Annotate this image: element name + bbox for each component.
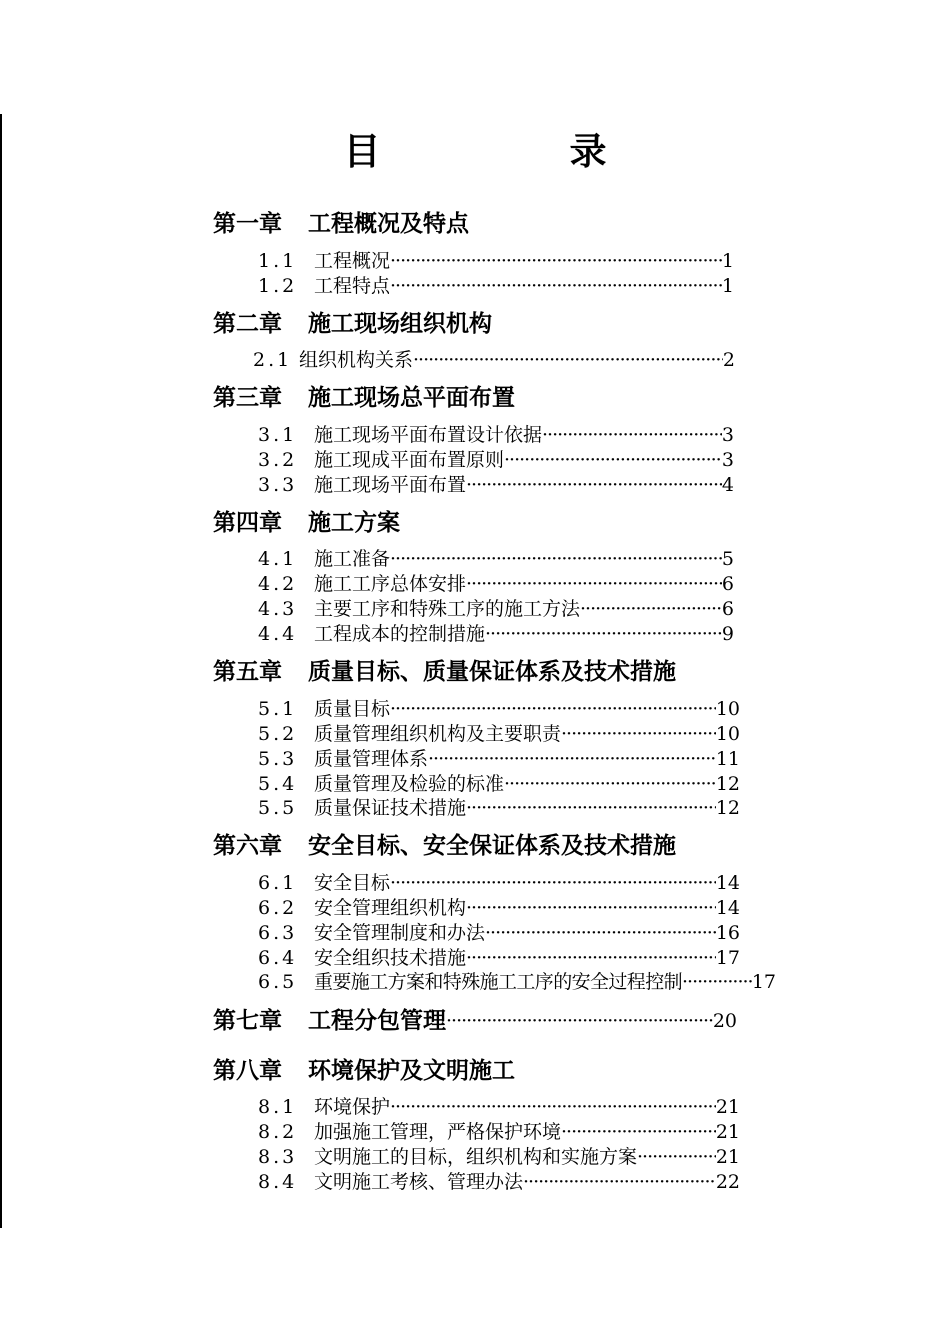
entry-number: 6.3: [258, 922, 298, 944]
entry-text: 安全管理组织机构: [314, 897, 467, 919]
toc-entry[interactable]: [258, 747, 740, 772]
chapter-name: 施工方案: [308, 510, 400, 536]
toc-entry[interactable]: [258, 622, 734, 647]
dot-leader: [390, 1095, 716, 1120]
entry-page: 6: [721, 598, 734, 620]
entry-number: 8.1: [258, 1096, 298, 1118]
entry-page: 16: [715, 922, 740, 944]
toc-entry[interactable]: [258, 1095, 740, 1120]
toc-entry[interactable]: [258, 1145, 740, 1170]
entry-page: 21: [715, 1146, 740, 1168]
entry-number: 8.4: [258, 1171, 298, 1193]
toc-entry[interactable]: [258, 970, 776, 995]
entry-text: 安全目标: [314, 872, 391, 894]
entry-text: 质量目标: [314, 698, 391, 720]
entry-page: 12: [715, 773, 740, 795]
dot-leader: [561, 722, 716, 747]
entry-text: 施工准备: [314, 548, 391, 570]
entry-number: 6.2: [258, 897, 298, 919]
chapter-label: 第五章: [213, 659, 282, 685]
toc-entry[interactable]: [258, 697, 740, 722]
entry-number: 5.3: [258, 748, 298, 770]
dot-leader: [390, 547, 722, 572]
entry-page: 6: [721, 573, 734, 595]
entry-text: 施工现场平面布置设计依据: [314, 424, 543, 446]
entry-number: 8.2: [258, 1121, 298, 1143]
dot-leader: [466, 946, 716, 971]
toc-entry[interactable]: [258, 473, 734, 498]
entry-page: 10: [715, 723, 740, 745]
chapter-label: 第一章: [213, 211, 282, 237]
chapter-name: 施工现场组织机构: [308, 311, 492, 337]
dot-leader: [542, 423, 722, 448]
dot-leader: [390, 871, 716, 896]
entry-page: 5: [721, 548, 734, 570]
entry-text: 加强施工管理，严格保护环境: [314, 1121, 562, 1143]
dot-leader: [466, 473, 722, 498]
dot-leader: [466, 572, 722, 597]
toc-entry[interactable]: [258, 274, 734, 299]
toc-chapter[interactable]: [213, 307, 492, 341]
entry-text: 主要工序和特殊工序的施工方法: [314, 598, 581, 620]
dot-leader: [504, 772, 716, 797]
entry-text: 环境保护: [314, 1096, 391, 1118]
entry-number: 5.1: [258, 698, 298, 720]
entry-number: 5.2: [258, 723, 298, 745]
entry-number: 4.1: [258, 548, 298, 570]
toc-chapter[interactable]: [213, 1054, 515, 1088]
toc-entry[interactable]: [258, 423, 734, 448]
toc-entry[interactable]: [258, 796, 740, 821]
dot-leader: [390, 249, 722, 274]
entry-number: 1.1: [258, 250, 298, 272]
toc-chapter[interactable]: [213, 381, 515, 415]
entry-text: 施工工序总体安排: [314, 573, 467, 595]
entry-page: 21: [715, 1096, 740, 1118]
dot-leader: [485, 921, 716, 946]
dot-leader: [428, 747, 716, 772]
entry-text: 安全管理制度和办法: [314, 922, 486, 944]
entry-page: 3: [721, 424, 734, 446]
dot-leader: [682, 970, 752, 995]
chapter-name: 安全目标、安全保证体系及技术措施: [308, 833, 676, 859]
entry-page: 14: [715, 897, 740, 919]
toc-entry[interactable]: [258, 547, 734, 572]
dot-leader: [446, 1004, 713, 1038]
entry-text: 工程成本的控制措施: [314, 623, 486, 645]
entry-text: 施工现场平面布置: [314, 474, 467, 496]
entry-number: 3.1: [258, 424, 298, 446]
toc-entry[interactable]: [253, 348, 735, 373]
chapter-label: 第七章: [213, 1008, 282, 1034]
entry-page: 12: [715, 797, 740, 819]
dot-leader: [561, 1120, 716, 1145]
chapter-name: 工程分包管理: [308, 1008, 446, 1034]
entry-page: 14: [715, 872, 740, 894]
toc-entry[interactable]: [258, 448, 734, 473]
toc-chapter[interactable]: [213, 207, 469, 241]
entry-number: 3.3: [258, 474, 298, 496]
entry-number: 8.3: [258, 1146, 298, 1168]
entry-page: 21: [715, 1121, 740, 1143]
toc-chapter[interactable]: [213, 829, 676, 863]
toc-entry[interactable]: [258, 1170, 740, 1195]
chapter-page: 20: [712, 1010, 737, 1032]
entry-page: 22: [715, 1171, 740, 1193]
toc-entry[interactable]: [258, 921, 740, 946]
entry-text: 重要施工方案和特殊施工工序的安全过程控制: [314, 971, 683, 993]
toc-entry[interactable]: [258, 946, 740, 971]
toc-entry[interactable]: [258, 722, 740, 747]
dot-leader: [485, 622, 722, 647]
chapter-name: 施工现场总平面布置: [308, 385, 515, 411]
entry-text: 工程特点: [314, 275, 391, 297]
chapter-name: 工程概况及特点: [308, 211, 469, 237]
entry-text: 质量保证技术措施: [314, 797, 467, 819]
entry-page: 11: [715, 748, 740, 770]
entry-page: 17: [715, 947, 740, 969]
entry-number: 4.4: [258, 623, 298, 645]
toc-entry[interactable]: [258, 871, 740, 896]
entry-page: 2: [722, 349, 735, 371]
toc-entry[interactable]: [258, 1120, 740, 1145]
entry-number: 4.3: [258, 598, 298, 620]
entry-text: 工程概况: [314, 250, 391, 272]
toc-entry[interactable]: [258, 597, 734, 622]
entry-text: 施工现成平面布置原则: [314, 449, 505, 471]
entry-text: 质量管理组织机构及主要职责: [314, 723, 562, 745]
chapter-name: 环境保护及文明施工: [308, 1058, 515, 1084]
entry-page: 4: [721, 474, 734, 496]
chapter-label: 第三章: [213, 385, 282, 411]
dot-leader: [413, 348, 723, 373]
chapter-label: 第二章: [213, 311, 282, 337]
toc-entry[interactable]: [258, 572, 734, 597]
dot-leader: [523, 1170, 716, 1195]
toc-entry[interactable]: [258, 249, 734, 274]
entry-page: 1: [721, 275, 734, 297]
dot-leader: [390, 274, 722, 299]
dot-leader: [390, 697, 716, 722]
entry-number: 2.1: [253, 349, 293, 371]
entry-number: 1.2: [258, 275, 298, 297]
chapter-label: 第八章: [213, 1058, 282, 1084]
toc-chapter[interactable]: [213, 1004, 737, 1038]
toc-entry[interactable]: [258, 772, 740, 797]
entry-page: 17: [751, 971, 776, 993]
toc-chapter[interactable]: [213, 655, 676, 689]
dot-leader: [637, 1145, 716, 1170]
entry-number: 3.2: [258, 449, 298, 471]
page-left-rule: [0, 114, 2, 1228]
chapter-name: 质量目标、质量保证体系及技术措施: [308, 659, 676, 685]
toc-chapter[interactable]: [213, 506, 400, 540]
entry-text: 文明施工的目标，组织机构和实施方案: [314, 1146, 638, 1168]
entry-number: 5.4: [258, 773, 298, 795]
entry-text: 质量管理体系: [314, 748, 429, 770]
dot-leader: [466, 796, 716, 821]
dot-leader: [466, 896, 716, 921]
entry-text: 安全组织技术措施: [314, 947, 467, 969]
entry-number: 5.5: [258, 797, 298, 819]
entry-number: 6.5: [258, 971, 298, 993]
entry-number: 6.4: [258, 947, 298, 969]
entry-text: 组织机构关系: [299, 349, 414, 371]
dot-leader: [580, 597, 722, 622]
entry-number: 4.2: [258, 573, 298, 595]
toc-title: 目 录: [343, 130, 683, 173]
entry-page: 10: [715, 698, 740, 720]
chapter-label: 第六章: [213, 833, 282, 859]
chapter-label: 第四章: [213, 510, 282, 536]
entry-number: 6.1: [258, 872, 298, 894]
entry-text: 文明施工考核、管理办法: [314, 1171, 524, 1193]
entry-text: 质量管理及检验的标准: [314, 773, 505, 795]
dot-leader: [504, 448, 722, 473]
entry-page: 1: [721, 250, 734, 272]
entry-page: 9: [721, 623, 734, 645]
entry-page: 3: [721, 449, 734, 471]
toc-entry[interactable]: [258, 896, 740, 921]
